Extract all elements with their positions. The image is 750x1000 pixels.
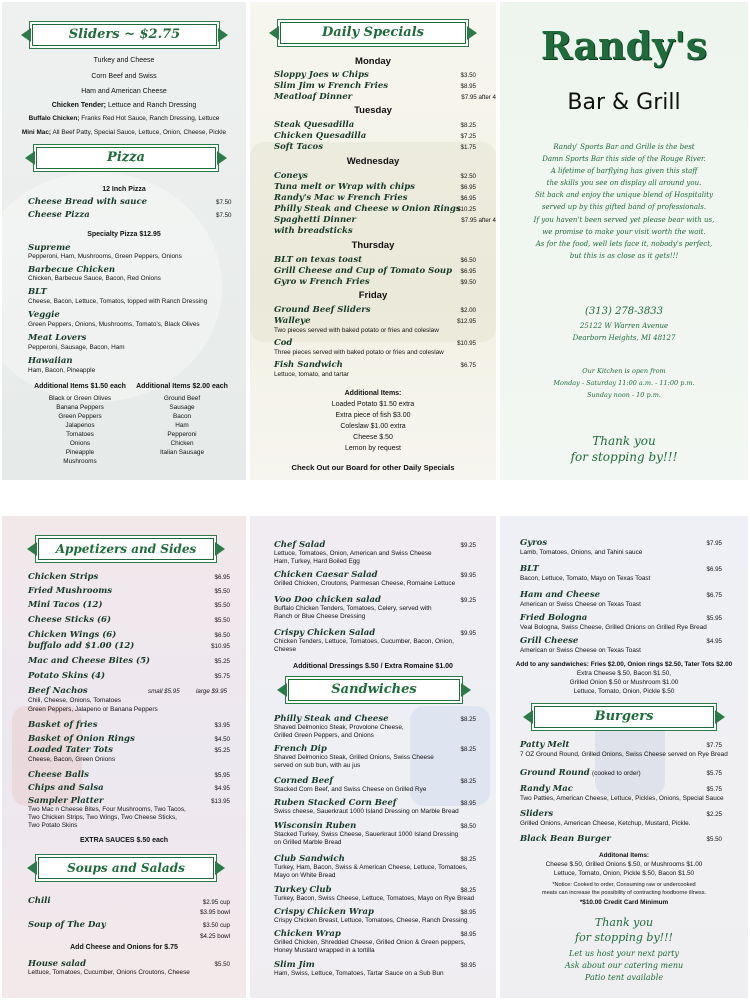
thanks-2: for stopping by!!! [575,931,673,944]
sandwich-desc: Grilled Green Peppers, and Onions [274,732,374,739]
special-name: Meatloaf Dinner [274,92,353,102]
additional-item: Lemon by request [344,445,402,452]
add150-item: Jalapenos [65,422,95,429]
brand-blurb: Sit back and enjoy the unique blend of Hospitality [535,191,713,199]
brand-blurb: Damn Sports Bar this side of the Rouge River. [542,155,706,163]
appetizer-name: Sampler Platter [28,796,104,806]
add150-item: Mushrooms [63,458,97,465]
salad-desc: Lettuce, Tomatoes, Onion, American and Swiss Cheese [274,550,432,557]
special-desc: Two pieces served with baked potato or fries and coleslaw [274,327,439,334]
pizza-item-price: $7.50 [216,199,232,206]
add150-item: Banana Peppers [56,404,104,411]
day-tuesday: Tuesday [354,105,392,116]
sampler-desc: Two Chicken Strips, Two Wings, Two Cheese Sticks, [28,814,177,821]
special-price: $7.95 after 4 [461,217,496,224]
daily-banner [280,22,466,44]
brand-blurb: we promise to make your visit worth the wait. [542,228,706,236]
sliders-title: Sliders ~ $2.75 [68,27,181,42]
add-sandwiches: Extra Cheese $.50, Bacon $1.50, [576,670,672,677]
soup-name: Soup of The Day [28,920,106,930]
appetizers-title: Appetizers and Sides [55,542,197,556]
sandwich-price: $8.25 [460,856,476,863]
additional-title: Additional Items: [344,390,402,397]
sandwich-desc: Ham, Swiss, Lettuce, Tomatoes, Tartar Sauce on a Sub Bun [274,970,444,977]
special-price: $7.25 [460,133,476,140]
add150-item: Pineapple [65,449,95,456]
additional-item: Loaded Potato $1.50 extra [331,401,415,408]
appetizer-price: $4.95 [214,785,230,792]
special-price: $2.00 [460,307,476,314]
item-price: $7.95 [706,540,722,547]
add200-item: Sausage [169,404,195,411]
salad-desc: Chicken Tenders, Lettuce, Tomatoes, Cucumber, Bacon, Onion, [274,638,454,645]
salad-price: $9.95 [460,630,476,637]
pizza-item-name: Cheese Pizza [28,210,90,220]
sandwich-name: French Dip [274,744,327,754]
burger-name: Black Bean Burger [520,834,611,844]
item-desc: Veal Bologna, Swiss Cheese, Grilled Onions on Grilled Rye Bread [520,624,707,631]
salad-desc: Lettuce, Tomatoes, Cucumber, Onions Croutons, Cheese [28,969,190,976]
thanks-1: Thank you [594,916,654,929]
panel-appetizers-soups [2,516,246,998]
specialty-name: Hawaiian [28,356,73,366]
appetizer-price: $5.25 [214,747,230,754]
slider-item: Turkey and Cheese [93,57,155,64]
additional-item: Cheese $.50 [353,434,393,441]
sliders-banner [32,24,217,46]
brand-blurb: but this is as close as it gets!!! [569,252,679,260]
item-desc: Bacon, Lettuce, Tomato, Mayo on Texas Toast [520,575,651,582]
salad-price: $5.50 [214,961,230,968]
sampler-desc: Two Mac n Cheese Bites, Four Mushrooms, Two Tacos, [28,806,186,813]
slider-item: Ham and American Cheese [81,88,167,95]
salad-desc: Ham, Turkey, Hard Boiled Egg [274,558,360,565]
special-price: $10.95 [457,340,476,347]
special-name: Cod [274,338,293,348]
brand-blurb: served up by this gifted band of professionals. [541,203,707,211]
party-note: Let us host your next party [569,949,679,958]
pizza-item-name: Cheese Bread with sauce [28,197,148,207]
sandwich-desc: Stacked Corn Beef, and Swiss Cheese on Grilled Rye [274,786,427,793]
salad-name: Crispy Chicken Salad [274,628,376,638]
brand-thanks-1: Thank you [592,434,656,448]
daily-title: Daily Specials [322,25,424,40]
toppings-line: Lettuce, Tomato, Onion, Pickle $.50, Bacon $1.50 [553,870,695,877]
sandwich-price: $8.25 [460,746,476,753]
toppings-line: Cheese $.50, Grilled Onions $.50, or Mushrooms $1.00 [545,861,703,868]
salad-desc: Buffalo Chicken Tenders, Tomatoes, Celery, served with [274,605,432,612]
appetizer-price: $10.95 [211,643,230,650]
sandwich-price: $8.25 [460,778,476,785]
appetizer-price: $6.95 [214,574,230,581]
item-price: $4.95 [706,638,722,645]
sandwiches-banner [288,679,460,701]
panel-salads-sandwiches [250,516,496,998]
salad-price: $9.25 [460,542,476,549]
special-name: Walleye [274,316,311,326]
appetizer-price: $4.50 [214,736,230,743]
appetizer-name: Cheese Balls [28,770,89,780]
add150-item: Onions [69,440,91,447]
card-minimum: *$10.00 Credit Card Minimum [579,899,669,906]
burger-name: Patty Melt [520,740,570,750]
item-desc: American or Swiss Cheese on Texas Toast [520,601,641,608]
brand-hours-2: Monday - Saturday 11:00 a.m. - 11:00 p.m. [553,379,695,387]
sandwich-desc: Turkey, Ham, Bacon, Swiss & American Cheese, Lettuce, Tomatoes, [274,864,468,871]
appetizer-name: Loaded Tater Tots [28,745,113,755]
sandwich-price: $8.95 [460,800,476,807]
sandwich-desc: Shaved Delmonico Steak, Provolone Cheese, [274,724,404,731]
pizza-subtitle: 12 Inch Pizza [102,186,146,193]
soups-title: Soups and Salads [67,861,185,875]
item-desc: Lamb, Tomatoes, Onions, and Tahini sauce [520,549,643,556]
add150-title: Additional Items $1.50 each [34,383,126,390]
sandwich-price: $8.25 [460,887,476,894]
appetizer-name: Basket of Onion Rings [28,734,135,744]
burger-price: $5.50 [706,836,722,843]
pizza-banner [36,147,216,169]
brand-hours-3: Sunday noon - 10 p.m. [587,391,661,399]
item-price: $5.95 [706,615,722,622]
special-price: $6.95 [460,184,476,191]
brand-phone: (313) 278-3833 [585,306,663,317]
sampler-desc: Two Potato Skins [28,822,78,829]
specialty-title: Specialty Pizza $12.95 [87,231,161,238]
soup-name: Chili [28,896,51,906]
soups-banner [38,857,214,879]
extra-sauces: EXTRA SAUCES $.50 each [79,837,169,844]
tots-desc: Cheese, Bacon, Green Onions [28,756,116,763]
sandwich-desc: Turkey, Bacon, Swiss Cheese, Lettuce, Tomatoes, Mayo on Rye Bread [274,895,475,902]
add150-item: Black or Green Olives [48,395,112,402]
specialty-desc: Ham, Bacon, Pineapple [28,367,96,374]
special-price: $2.50 [460,173,476,180]
add200-item: Ham [175,422,189,429]
special-name: Slim Jim w French Fries [274,81,389,91]
appetizer-name: Mac and Cheese Bites (5) [28,656,151,666]
catering-note: Ask about our catering menu [564,961,684,970]
sandwich-desc: Swiss cheese, Sauerkraut 1000 Island Dressing on Marble Bread [274,808,459,815]
soup-add: Add Cheese and Onions for $.75 [70,944,178,951]
special-name: Chicken Quesadilla [274,131,367,141]
sandwich-name: Chicken Wrap [274,929,341,939]
add-sandwiches: Add to any sandwiches: Fries $2.00, Onion rings $2.50, Tater Tots $2.00 [515,661,733,668]
brand-thanks-2: for stopping by!!! [570,450,678,464]
salad-price: $9.95 [460,572,476,579]
toppings-title: Additonal Items: [598,852,650,859]
dressings-note: Additional Dressings $.50 / Extra Romaine $1.00 [293,663,453,670]
special-name: Tuna melt or Wrap with chips [274,182,415,192]
special-price: $6.50 [460,257,476,264]
day-thursday: Thursday [351,240,395,251]
appetizer-name: Chicken Strips [28,572,99,582]
appetizer-name: buffalo add $1.00 (12) [28,641,135,651]
panel-burgers [500,516,748,998]
sandwich-name: Slim Jim [274,960,315,970]
item-price: $6.75 [706,592,722,599]
sandwich-name: Wisconsin Ruben [274,821,357,831]
appetizer-name: Potato Skins (4) [28,671,105,681]
add200-title: Additional Items $2.00 each [136,383,228,390]
appetizer-price: $5.75 [214,673,230,680]
brand-blurb: Randy' Sports Bar and Grille is the best [553,143,695,151]
slider-buffalo-chicken: Buffalo Chicken; Franks Red Hot Sauce, Ranch Dressing, Lettuce [28,115,220,122]
soup-price: $3.50 cup [202,922,230,929]
soup-price: $2.95 cup [202,899,230,906]
special-price: $3.50 [460,72,476,79]
pizza-item-price: $7.50 [216,212,232,219]
nachos-name: Beef Nachos [28,686,88,696]
salad-name: Voo Doo chicken salad [274,595,381,605]
sandwich-desc: Stacked Turkey, Swiss Cheese, Sauerkraut 1000 Island Dressing [274,831,459,838]
burgers-banner [534,706,714,728]
appetizer-name: Cheese Sticks (6) [28,615,111,625]
specialty-name: Supreme [28,243,71,253]
notice-line: *Notice: Cooked to order, Consuming raw or undercooked [552,882,696,888]
appetizer-price: $5.50 [214,602,230,609]
add200-item: Ground Beef [163,395,201,402]
brand-address-1: 25122 W Warren Avenue [579,322,669,330]
special-name: Ground Beef Sliders [274,305,371,315]
special-price: $6.95 [460,268,476,275]
burger-name: Ground Round [520,768,590,778]
brand-hours-1: Our Kitchen is open from [582,367,666,375]
patio-note: Patio tent available [584,973,664,982]
burger-note: (cooked to order) [592,770,641,777]
salad-desc: Ranch or Blue Cheese Dressing [274,613,366,620]
brand-blurb: If you haven't been served yet please bear with us, [533,216,715,224]
appetizer-price: $5.95 [214,772,230,779]
sandwich-price: $8.95 [460,962,476,969]
specialty-name: Barbecue Chicken [28,265,116,275]
add-sandwiches: Lettuce, Tomato, Onion, Pickle $.50 [573,688,675,695]
sandwich-desc: Grilled Chicken, Shredded Cheese, Grilled Onion & Green peppers, [274,939,466,946]
burger-price: $7.75 [706,742,722,749]
sandwich-price: $8.95 [460,931,476,938]
item-desc: American or Swiss Cheese on Texas Toast [520,647,641,654]
slider-item: Corn Beef and Swiss [91,73,157,80]
special-desc: Three pieces served with baked potato or fries and coleslaw [274,349,444,356]
brand-blurb: the skills you see on display all around you. [546,179,702,187]
appetizer-name: Chicken Wings (6) [28,630,117,640]
sandwich-desc: Honey Mustard wrapped in a tortilla [274,947,375,954]
panel-daily-specials [250,2,496,480]
item-name: BLT [520,564,539,574]
nachos-desc: Chili, Cheese, Onions, Tomatoes [28,697,121,704]
brand-blurb: As for the food, well lets face it, nobody's perfect, [535,240,713,248]
appetizer-name: Chips and Salsa [28,783,104,793]
nachos-desc: Green Peppers, Jalapeno or Banana Peppers [28,706,158,713]
special-price: $8.25 [460,122,476,129]
add-sandwiches: Grilled Onion $.50 or Mushroom $1.00 [569,679,679,686]
sandwich-desc: Mayo on White Bread [274,872,336,879]
day-wednesday: Wednesday [346,156,400,167]
panel-brand [500,2,748,480]
specialty-desc: Pepperoni, Ham, Mushrooms, Green Peppers, Onions [28,253,182,260]
special-price: $12.95 [457,318,476,325]
sandwich-desc: on Grilled Marble Bread [274,839,342,846]
sandwich-name: Philly Steak and Cheese [274,714,389,724]
special-price: $7.95 after 4 [461,94,496,101]
brand-name: Randy's [540,23,708,68]
brand-blurb: A lifetime of barflying has given this staff [550,167,698,175]
burger-price: $2.25 [706,811,722,818]
special-name: Sloppy Joes w Chips [274,70,369,80]
special-desc: Lettuce, tomato, and tartar [274,371,349,378]
specialty-name: Meat Lovers [28,333,87,343]
special-price: $6.75 [460,362,476,369]
special-name: with breadsticks [274,226,353,236]
sandwich-price: $8.95 [460,909,476,916]
item-name: Gyros [520,538,548,548]
special-price: $10.25 [457,206,476,213]
sandwich-desc: Crispy Chicken Breast, Lettuce, Tomatoes, Cheese, Ranch Dressing [274,917,468,924]
appetizer-price: $13.95 [211,798,230,805]
soup-price: $4.25 bowl [200,933,230,940]
item-name: Ham and Cheese [520,590,601,600]
sandwich-desc: served on sub bun, with au jus [274,762,361,769]
special-price: $9.50 [460,279,476,286]
item-price: $6.95 [706,566,722,573]
special-name: Steak Quesadilla [274,120,355,130]
nachos-large: large $9.95 [196,688,227,695]
special-price: $6.95 [460,195,476,202]
salad-name: Chef Salad [274,540,326,550]
special-name: Fish Sandwich [274,360,343,370]
appetizer-price: $5.50 [214,588,230,595]
sandwich-price: $8.25 [460,716,476,723]
burger-desc: Two Patties, American Cheese, Lettuce, Pickles, Onions, Special Sauce [520,795,724,802]
appetizer-price: $3.95 [214,722,230,729]
brand-subtitle: Bar & Grill [567,90,681,115]
item-name: Grill Cheese [520,636,579,646]
sandwich-name: Crispy Chicken Wrap [274,907,374,917]
add200-item: Chicken [170,440,194,447]
item-name: Fried Bologna [520,613,588,623]
sandwich-name: Turkey Club [274,885,332,895]
brand-address-2: Dearborn Heights, MI 48127 [572,334,676,342]
burger-price: $5.75 [706,770,722,777]
salad-desc: Cheese [274,646,297,653]
special-name: Spaghetti Dinner [274,215,357,225]
daily-footer: Check Out our Board for other Daily Specials [291,463,455,472]
burger-name: Sliders [520,809,554,819]
special-price: $1.75 [460,144,476,151]
burger-price: $5.75 [706,786,722,793]
burger-desc: Grilled Onions, American Cheese, Ketchup, Mustard, Pickle. [520,820,691,827]
special-name: Philly Steak and Cheese w Onion Rings [274,204,461,214]
sandwiches-title: Sandwiches [331,682,417,697]
day-friday: Friday [358,290,388,301]
salad-desc: Grilled Chicken, Croutons, Parmesan Cheese, Romaine Lettuce [274,580,456,587]
specialty-desc: Chicken, Barbecue Sauce, Bacon, Red Onions [28,275,161,282]
add150-item: Green Peppers [58,413,102,420]
specialty-name: Veggie [28,310,60,320]
specialty-desc: Pepperoni, Sausage, Bacon, Ham [28,344,125,351]
sandwich-name: Ruben Stacked Corn Beef [274,798,397,808]
special-name: Randy's Mac w French Fries [274,193,408,203]
panel-sliders-pizza [2,2,246,480]
special-name: Coneys [274,171,308,181]
special-name: Gyro w French Fries [274,277,370,287]
salad-name: House salad [28,959,87,969]
appetizers-banner [38,538,214,560]
burger-name: Randy Mac [520,784,573,794]
slider-mini-mac: Mini Mac; All Beef Patty, Special Sauce, Lettuce, Onion, Cheese, Pickle [21,129,227,136]
add200-item: Bacon [172,413,192,420]
specialty-name: BLT [28,287,47,297]
sandwich-name: Club Sandwich [274,854,345,864]
additional-item: Coleslaw $1.00 extra [340,423,406,430]
appetizer-price: $6.50 [214,632,230,639]
soup-price: $3.95 bowl [200,909,230,916]
special-name: Grill Cheese and Cup of Tomato Soup [274,266,453,276]
special-name: Soft Tacos [274,142,323,152]
pizza-title: Pizza [107,150,145,165]
appetizer-name: Fried Mushrooms [28,586,113,596]
appetizer-price: $5.50 [214,617,230,624]
additional-item: Extra piece of fish $3.00 [335,412,411,419]
special-price: $8.95 [460,83,476,90]
add200-item: Pepperoni [167,431,197,438]
add200-item: Italian Sausage [159,449,205,456]
add150-item: Tomatoes [66,431,94,438]
appetizer-name: Mini Tacos (12) [28,600,103,610]
specialty-desc: Green Peppers, Onions, Mushrooms, Tomato's, Black Olives [28,321,200,328]
notice-line: meats can increase the possibility of contracting foodborne illness. [541,890,707,896]
appetizer-price: $5.25 [214,658,230,665]
salad-price: $9.25 [460,597,476,604]
day-monday: Monday [355,56,391,67]
salad-name: Chicken Caesar Salad [274,570,378,580]
specialty-desc: Cheese, Bacon, Lettuce, Tomatos, topped with Ranch Dressing [28,298,208,305]
special-name: BLT on texas toast [274,255,363,265]
sandwich-price: $8.50 [460,823,476,830]
sandwich-desc: Shaved Delmonico Steak, Grilled Onions, Swiss Cheese [274,754,434,761]
appetizer-name: Basket of fries [28,720,98,730]
nachos-small: small $5.95 [148,688,180,695]
burgers-title: Burgers [594,709,654,724]
slider-chicken-tender: Chicken Tender; Lettuce and Ranch Dressing [51,102,197,109]
sandwich-name: Corned Beef [274,776,334,786]
burger-desc: 7 OZ Ground Round, Grilled Onions, Swiss Cheese served on Rye Bread [520,751,728,758]
